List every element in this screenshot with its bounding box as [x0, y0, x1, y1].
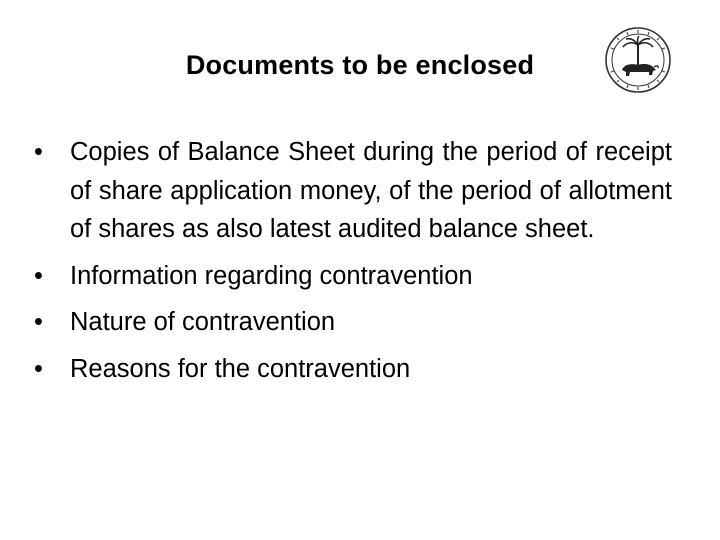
bullet-text: Nature of contravention	[70, 308, 336, 336]
bullet-glyph: •	[34, 261, 43, 290]
bullet-glyph: •	[34, 138, 43, 166]
bullet-item	[34, 350, 672, 389]
bullet-item	[34, 133, 672, 249]
bullet-item	[34, 303, 672, 342]
bullet-text: Reasons for the contravention	[70, 354, 411, 383]
rbi-seal-logo	[604, 26, 672, 94]
bullet-item	[34, 257, 672, 296]
slide-title: Documents to be enclosed	[185, 50, 535, 80]
bullet-glyph: •	[34, 308, 43, 336]
bullet-list	[34, 133, 672, 396]
bullet-text: Information regarding contravention	[70, 261, 473, 290]
bullet-glyph: •	[34, 354, 43, 383]
bullet-text: Copies of Balance Sheet during the period of receipt of share application money, of the period of allotment of shares as also latest audited balance sheet.	[70, 138, 672, 243]
